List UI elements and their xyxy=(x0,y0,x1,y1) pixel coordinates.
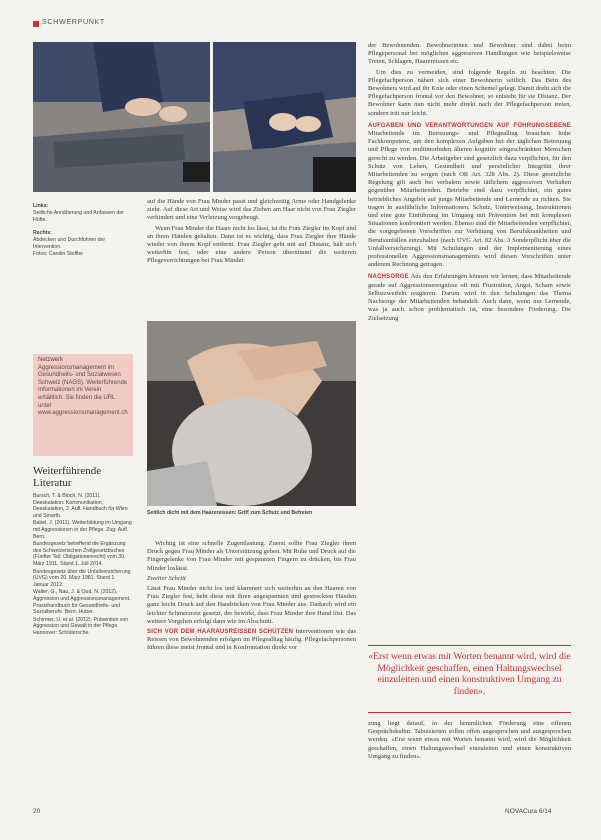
section-label: SCHWERPUNKT xyxy=(42,17,105,26)
col3-text xyxy=(368,42,571,325)
literature-item: Schirmer, U. et al. (2012). Prävention von Aggression und Gewalt in der Pflege. Hannover: Schlütersche. xyxy=(33,616,129,636)
photo-cover-intervention-graphic xyxy=(213,42,356,192)
literature-title: Weiterführende Literatur xyxy=(33,465,102,489)
section-nachsorge-text: Aus den Erfahrungen können wir lernen, dass Mitarbeitende gerade auf Aggressionsereignisse oft mit Frustration, Angst, Scham sowie Selbstzweifeln reagieren. Darum wird in den Schulungen das Thema Nachsorge der Mitarbeitenden behandelt. Auch dann, wenn nur Lernende, was ja auch schon problematisch ist, eine besondere Förderung. Die Zielsetzung xyxy=(368,273,571,322)
col3-paragraph: Um dies zu vermeiden, sind folgende Regeln zu beachten: Die Pflegefachperson nähert sich einer Bewohnerin seitlich. Das Bein des Bewohners wird auf ihr Knie oder einen Schemel gelegt. Damit dreht sich die Pflegefachperson frontal vor den Bewohner, so entsteht für sie Distanz. Der Bewohner kann nun nicht mehr direkt nach der Pflegefachperson treten, sondern tritt nur leicht. xyxy=(368,68,571,117)
photo-hair-pull-graphic xyxy=(147,321,356,506)
info-box-text: Netzwerk Aggressionsmanagement im Gesundheits- und Sozialwesen Schweiz (NAGS). Weiterführende Informationen im Verein erhältlich. Sie finden die URL unter www.aggressionsmanagement.ch xyxy=(38,357,128,417)
section-aufgaben xyxy=(368,122,571,270)
section-nachsorge xyxy=(368,273,571,322)
col3-bottom-text: zung liegt darauf, in der hemmlichen Förderung eine offenen Gesprächskultur. Tabuisierten sollen offen angesprochen und ausgesprochen werden. «Erst wenn etwas mit Worten benannt wird, wird die Möglichkeit geschaffen, einen Haltungswechsel einzuleiten und einen konstruktiven Umgang zu finden». xyxy=(368,720,571,760)
photo-cover-intervention xyxy=(213,42,356,192)
caption-left-text: Seitliche Annäherung und Anfassen der Hüfte. xyxy=(33,210,124,223)
col2-paragraph: Wenn Frau Minder die Haare nicht los lässt, ist die Frau Ziegler im Kopf und an ihren Händen gehalten. Dann ist es wichtig, dass Frau Ziegler ihre Hände wieder von ihrem Kopf entfernt. Frau Ziegler geht mit auf Distanz, hält sich weiterhin fest, oder eine andere Person übernimmt die weiteren Pflegeverrichtungen bei Frau Minder. xyxy=(147,224,356,265)
middle-photo-caption: Seitlich dicht mit dem Haarereissen: Griff zum Schutz und Befreien xyxy=(147,510,313,516)
caption-right xyxy=(33,230,133,258)
photo-hip-approach-graphic xyxy=(33,42,210,192)
pull-quote: «Erst wenn etwas mit Worten benannt wird, wird die Möglichkeit geschaffen, einen Haltungswechsel einzuleiten und einen konstruktiven Umgang zu finden». xyxy=(368,651,571,697)
page-number: 20 xyxy=(33,808,41,815)
section-aufgaben-heading: AUFGABEN UND VERANTWORTUNGEN AUF FÜHRUNGSEBENE xyxy=(368,122,571,129)
col3-paragraph: der Bewohnenden. Bewohnerinnen und Bewohner sind dabei beim Pflegepersonal bei möglichen aggressiven Handlungen wie beispielsweise Treten, Schlagen, Haarereissen etc. xyxy=(368,42,571,66)
literature-item: Bursch, T. & Bloch, N. (2011). Deeskalation: Kommunikation, Deeskalation, 2. Aufl. Handbuch für Wien und Smarth. xyxy=(33,493,128,519)
col2-top-text xyxy=(147,198,356,268)
literature-item: Walter, G., Nau, J. & Oud, N. (2012). Aggression und Aggressionsmanagement. Praxishandbuch für Gesundheits- und Sozialberufe. Bern: Huber. xyxy=(33,589,131,616)
caption-right-label: Rechts: xyxy=(33,230,53,236)
section-sich-schuetzen xyxy=(147,628,356,653)
section-marker xyxy=(33,21,39,27)
col2-paragraph: Wichtig ist eine schnelle Zugentlastung. Zuerst sollte Frau Ziegler ihren Druck gegen Frau Minder als Unterstützung geben. Mit Ruhe und Druck auf die Fingergelenke von Frau Minder mit gespannten Fingern zu drücken, bis Frau Minder loslässt. xyxy=(147,540,356,572)
caption-left xyxy=(33,203,133,224)
subhead-zweiter-schritt: Zweiter Schritt xyxy=(147,574,186,582)
literature-item: Bundesgesetz über die Unfallversicherung (UVG) vom 20. März 1981. Stand 1. Januar 2012. xyxy=(33,568,131,588)
section-nachsorge-heading: NACHSORGE xyxy=(368,274,409,281)
photo-credit: Fotos: Carolin Stoffler xyxy=(33,251,84,257)
literature-list xyxy=(33,493,133,637)
col2-paragraph: Lässt Frau Minder nicht los und klammert sich weiterhin an den Haaren von Frau Ziegler fest, hebt diese mit ihren angespannten und gestreckten Händen ganz leicht Druck auf den Handrücken von Frau Minder aus. Dadurch wird ein leichter Schmerzreiz gesetzt, der bewirkt, dass Frau Minder ihre Hand löst. Das weitere Vorgehen erfolgt dann wie im Abschnitt. xyxy=(147,585,356,625)
section-sich-schuetzen-text: Interventionen wie das Reissen von Bewohnenden erfolgen im Pflegealltag häufig. Pflegefachpersonen führen diese meist frontal und in Konfrontation direkt vor xyxy=(147,628,357,652)
photo-captions xyxy=(33,203,133,258)
literature-item: Bundesgesetz betreffend die Ergänzung des Schweizerischen Zivilgesetzbuches (Fünfter Teil: Obligationenrecht) vom 30. März 1911. Stand 1. Juli 2014. xyxy=(33,541,126,567)
info-box xyxy=(33,354,133,456)
quote-rule-top xyxy=(368,645,571,646)
section-sich-schuetzen-heading: SICH VOR DEM HAARAUSREISSEN SCHÜTZEN xyxy=(147,629,294,636)
col2-paragraph: auf die Hände von Frau Minder passt und gleichzeitig Arme oder Handgelenke zieht. Auf diese Art und Weise wird das Ziehen am Haar nicht von Frau Ziegler verhindert und eine Verletzung vorgebeugt. xyxy=(147,198,356,222)
col2-bottom-text xyxy=(147,540,356,655)
journal-issue: NOVACura 6/14 xyxy=(505,808,552,815)
caption-right-text: Abdecken und Durchführen der Intervention. xyxy=(33,237,106,250)
literature-item: Babel, J. (2011). Weiterbildung im Umgang mit Aggressionen in der Pflege. Zug: Aufl. Bern. xyxy=(33,520,132,540)
quote-rule-bottom xyxy=(368,712,571,713)
photo-hair-pull xyxy=(147,321,356,506)
section-aufgaben-text: Mitarbeitende im Betreuungs- und Pflegealltag brauchen hohe Fachkompetenz, um den komplexen Aufgaben bei der täglichen Betreuung und Pflege von multimorbiden älteren kognitiv eingeschränkten Menschen gerecht zu werden. Die Arbeitgeber sind gesetzlich dazu verpflichtet, für den Schutz von Leben, Gesundheit und persönlicher Integrität ihrer Mitarbeitenden zu sorgen (nach OR Art. 328 Abs. 2). Diese gesetzliche Regelung gilt auch bei verbalem sowie tätlichem aggressiven Verhalten gegenüber Mitarbeitenden. Betriebe sind dazu verpflichtet, ein gutes betriebliches Angebot auf junge Mitarbeitende und Lernende zu richten. Sie tragen in ausführliche Informationen, Schutz, Unterweisung, Instruktionen und eine gute Einführung im Umgang mit Prävention bei mit komplexen Situationen konfrontiert werden. Ebenso sind die Mitarbeitenden verpflichtet, die vorgegebenen Vorschriften zur Verhütung von Berufskrankheiten und Berufsunfällen einzuhalten (nach UVG Art. 82 Abs. 3 Sonderpflicht über die Unfallversicherung). Mit Schulungen und der Implementierung eines professionellen Aggressionsmanagements wird diesen Vorschriften unter anderem Rechnung getragen. xyxy=(368,130,571,269)
caption-left-label: Links: xyxy=(33,203,49,209)
photo-hip-approach xyxy=(33,42,210,192)
